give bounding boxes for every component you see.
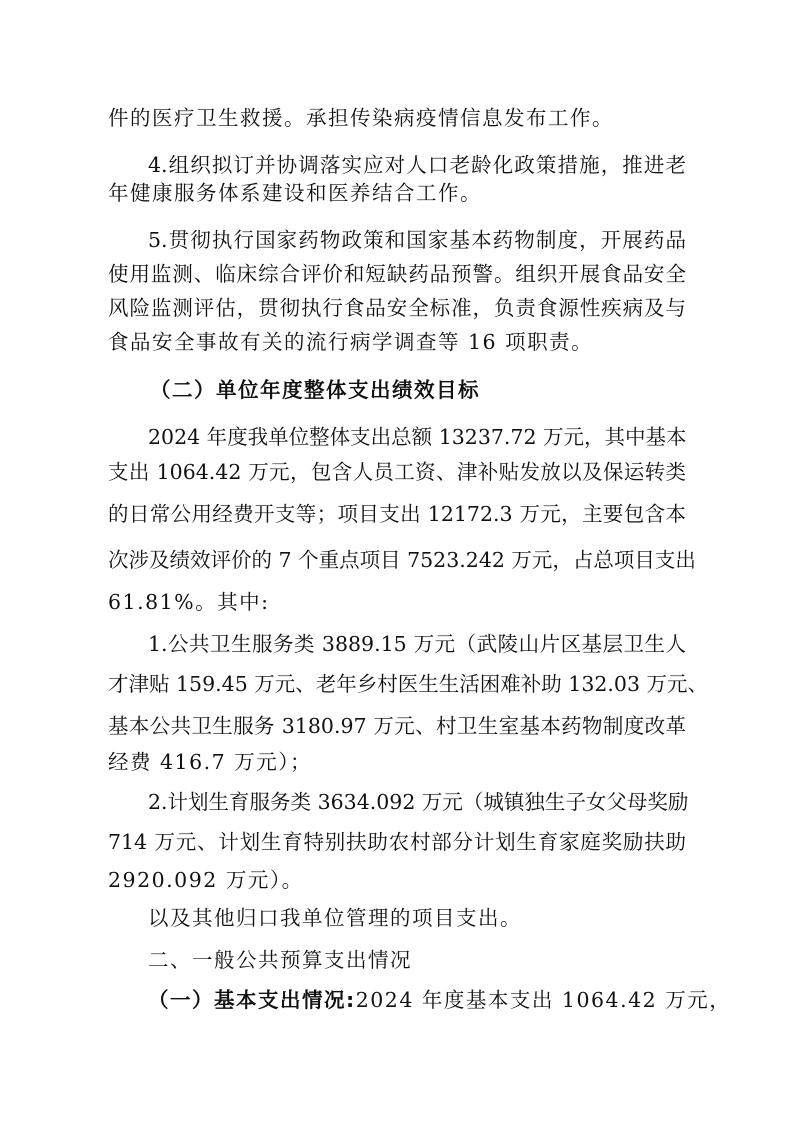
public-health-line-3: 基本公共卫生服务 3180.97 万元、村卫生室基本药物制度改革 xyxy=(108,714,686,738)
item-4-line-2: 年健康服务体系建设和医养结合工作。 xyxy=(108,181,482,205)
overall-line-4: 次涉及绩效评价的 7 个重点项目 7523.242 万元，占总项目支出 xyxy=(108,548,696,572)
overall-line-2: 支出 1064.42 万元，包含人员工资、津补贴发放以及保运转类 xyxy=(108,460,686,484)
paragraph-a-line-1: 件的医疗卫生救援。承担传染病疫情信息发布工作。 xyxy=(108,106,614,130)
overall-line-1: 2024 年度我单位整体支出总额 13237.72 万元，其中基本 xyxy=(148,425,687,449)
item-5-line-4: 食品安全事故有关的流行病学调查等 16 项职责。 xyxy=(108,330,594,354)
public-health-line-4: 经费 416.7 万元）； xyxy=(108,750,312,774)
family-planning-line-2: 714 万元、计划生育特别扶助农村部分计划生育家庭奖励扶助 xyxy=(108,830,686,854)
overall-line-3: 的日常公用经费开支等；项目支出 12172.3 万元，主要包含本 xyxy=(108,502,686,526)
other-projects-line: 以及其他归口我单位管理的项目支出。 xyxy=(148,906,522,930)
public-health-line-2: 才津贴 159.45 万元、老年乡村医生生活困难补助 132.03 万元、 xyxy=(108,672,709,696)
overall-line-5: 61.81%。其中: xyxy=(108,590,270,614)
family-planning-line-1: 2.计划生育服务类 3634.092 万元（城镇独生子女父母奖励 xyxy=(148,790,689,814)
item-4-line-1: 4.组织拟订并协调落实应对人口老龄化政策措施，推进老 xyxy=(148,153,686,177)
public-health-line-1: 1.公共卫生服务类 3889.15 万元（武陵山片区基层卫生人 xyxy=(148,632,686,656)
basic-expenditure-text: 2024 年度基本支出 1064.42 万元， xyxy=(355,988,732,1012)
item-5-line-3: 风险监测评估，贯彻执行食品安全标准，负责食源性疾病及与 xyxy=(108,296,686,320)
basic-expenditure-line xyxy=(148,980,731,1020)
general-budget-heading: 二、一般公共预算支出情况 xyxy=(148,948,412,972)
item-5-line-2: 使用监测、临床综合评价和短缺药品预警。组织开展食品安全 xyxy=(108,262,686,286)
family-planning-line-3: 2920.092 万元）。 xyxy=(108,868,304,892)
basic-expenditure-label: （一）基本支出情况: xyxy=(148,988,356,1012)
section-2-heading: （二）单位年度整体支出绩效目标 xyxy=(150,378,480,402)
item-5-line-1: 5.贯彻执行国家药物政策和国家基本药物制度，开展药品 xyxy=(148,228,686,252)
